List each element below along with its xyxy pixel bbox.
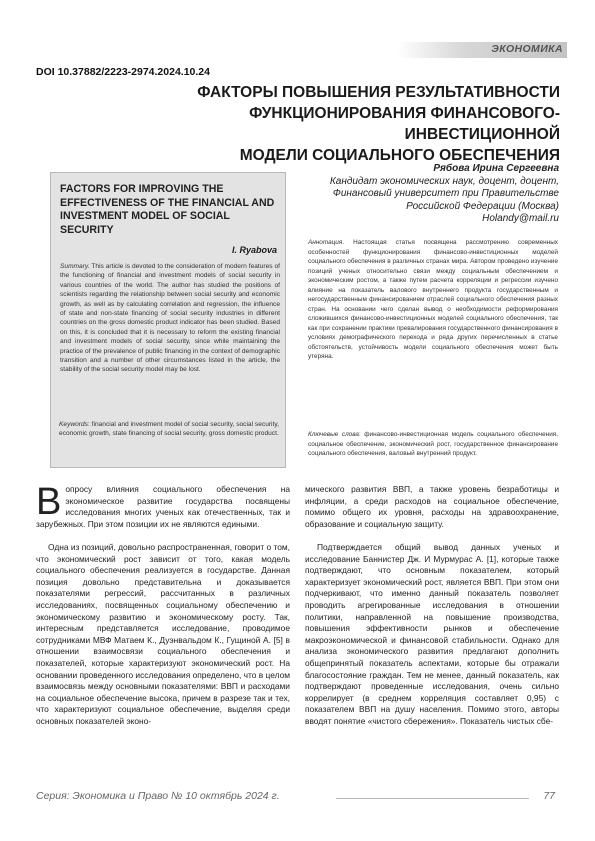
- keywords-text: : financial and investment model of social security, social security, economic growth, state financing of social security, gross domestic product.: [59, 421, 279, 438]
- author-email: Holandy@mail.ru: [482, 213, 559, 224]
- ru-keywords-text: : финансово-инвестиционная модель социального обеспечения, социальное обеспечение, экономический рост, государственное финансирование социального обеспечения, валовый внутренний продукт.: [308, 431, 558, 457]
- english-keywords: [59, 420, 279, 439]
- abstract-label: Аннотация: [308, 239, 343, 246]
- section-rubric: [397, 42, 567, 58]
- english-author: I. Ryabova: [231, 245, 277, 255]
- body-column-right: [305, 484, 559, 739]
- summary-label: Summary.: [60, 263, 90, 270]
- doi: DOI 10.37882/2223-2974.2024.10.24: [36, 66, 210, 78]
- ru-keywords-label: Ключевые слова: [308, 431, 359, 438]
- drop-cap: В: [36, 481, 62, 523]
- body-column-left: [36, 481, 290, 739]
- english-title: FACTORS FOR IMPROVING THE EFFECTIVENESS OF THE FINANCIAL AND INVESTMENT MODEL OF SOCIAL SECURITY: [60, 183, 275, 236]
- keywords-label: Keywords: [59, 421, 88, 428]
- journal-series: Серия: Экономика и Право № 10 октябрь 2024 г.: [36, 790, 280, 802]
- page-number: 77: [543, 790, 555, 802]
- english-summary: [60, 262, 280, 375]
- paragraph: мического развития ВВП, а также уровень безработицы и инфляции, а среди расходов на социальное обеспечение, помимо общего их уровня, расходы на здравоохранение, образование и социальную защиту.: [305, 484, 559, 529]
- article-title: [120, 82, 560, 166]
- author-degree: Кандидат экономических наук, доцент, доцент,: [329, 175, 559, 187]
- paragraph: Подтверждается общий вывод данных ученых и исследование Баннистер Дж. И Мурмурас А. [1], которые также подтверждают, что основным показателем, который характеризует экономический рост, является ВВП. При этом они подчеркивают, что именно данный показатель позволяет проводить агрегированные исследования в отношении политики, направленной на повышение производства, повышения эффективности рынков и обеспечение макроэкономической и финансовой стабильности. Однако для анализа экономического развития предлагают дополнить общепринятый показатель аспектами, которые бы отражали благосостояние граждан. Тем не менее, данный показатель, как подтверждают проведенные исследования, очень сильно коррелирует (в среднем корреляция составляет 0,95) с показателем ВВП на душу населения. Помимо этого, авторы вводят понятие «чистого сбережения». Показатель чистых сбе-: [305, 541, 559, 726]
- paragraph: Одна из позиций, довольно распространенная, говорит о том, что экономический рост зависит от того, какая модель социального обеспечения реализуется в государстве. Данная позиция довольно представительна и доказывается показателями регрессий, рассчитанных в различных исследованиях, посвященных социальному обеспечению и экономическому развитию и экономическому росту. Так, интересным представляется исследование, проводимое сотрудниками МВФ Матаем К., Дуэнвальдом К., Гущиной А. [5] в отношении взаимосвязи социального обеспечения и показателей, которые характеризуют экономический рост. На основании проведенного исследования определено, что в целом взаимосвязь между основными показателями: ВВП и расходами на социальное обеспечение высока, причем в разрезе так и тех, что характеризуют социальное обеспечение, выделяя среди основных показателей эконо-: [36, 541, 290, 726]
- russian-abstract: [308, 238, 558, 362]
- title-line: ФУНКЦИОНИРОВАНИЯ ФИНАНСОВОГО-ИНВЕСТИЦИОННОЙ: [249, 105, 560, 143]
- russian-keywords: [308, 430, 558, 459]
- rubric-label: ЭКОНОМИКА: [491, 43, 563, 55]
- title-line: ФАКТОРЫ ПОВЫШЕНИЯ РЕЗУЛЬТАТИВНОСТИ: [197, 84, 560, 101]
- author-affiliation: Российской Федерации (Москва): [406, 200, 559, 212]
- author-name: Рябова Ирина Сергеевна: [433, 163, 559, 174]
- summary-text: This article is devoted to the consideration of modern features of the functioning of financial and investment models of social security in various countries of the world. The author has studied the positions of scientists regarding the relationship between social security and economic growth, as well as by calculating correlation and regression, the influence of state and non-state financing of social security industries in different countries on the gross domestic product indicator has been studied. Based on this, it is concluded that it is necessary to reform the existing financial and investment models of social security, since while maintaining the practice of the prevalence of public financing in the context of demographic transition and a number of other circumstances listed in the article, the stability of the social security model may be lost.: [60, 263, 280, 374]
- author-affiliation: Финансовый университет при Правительстве: [332, 188, 559, 199]
- page-footer: [36, 786, 559, 806]
- abstract-text: . Настоящая статья посвящена рассмотрению современных особенностей функционирования финансово-инвестиционных моделей социального обеспечения в различных странах мира. Автором проведено изучение позиций ученых относительно связи между социальным обеспечением и экономическим ростом, а также путем расчета корреляции и регрессии изучено влияние на показатель валового внутреннего продукта государственным и негосударственным финансированием отраслей социального обеспечения разных стран. На основании чего сделан вывод о необходимости реформирования сложившихся финансово-инвестиционных моделей социального обеспечения, так как при сохранении практики превалирования государственного финансирования в условиях демографического перехода и ряда других перечисленных в статье обстоятельств, устойчивость модели социального обеспечения может быть утеряна.: [308, 239, 558, 360]
- footer-divider: [336, 798, 529, 799]
- paragraph: Вопросу влияния социального обеспечения на экономическое развитие государства посвящены исследования многих ученых как отечественных, так и зарубежных. При этом позиции их не являются едиными.: [36, 481, 290, 529]
- title-line: МОДЕЛИ СОЦИАЛЬНОГО ОБЕСПЕЧЕНИЯ: [239, 147, 560, 164]
- author-info: [330, 163, 559, 226]
